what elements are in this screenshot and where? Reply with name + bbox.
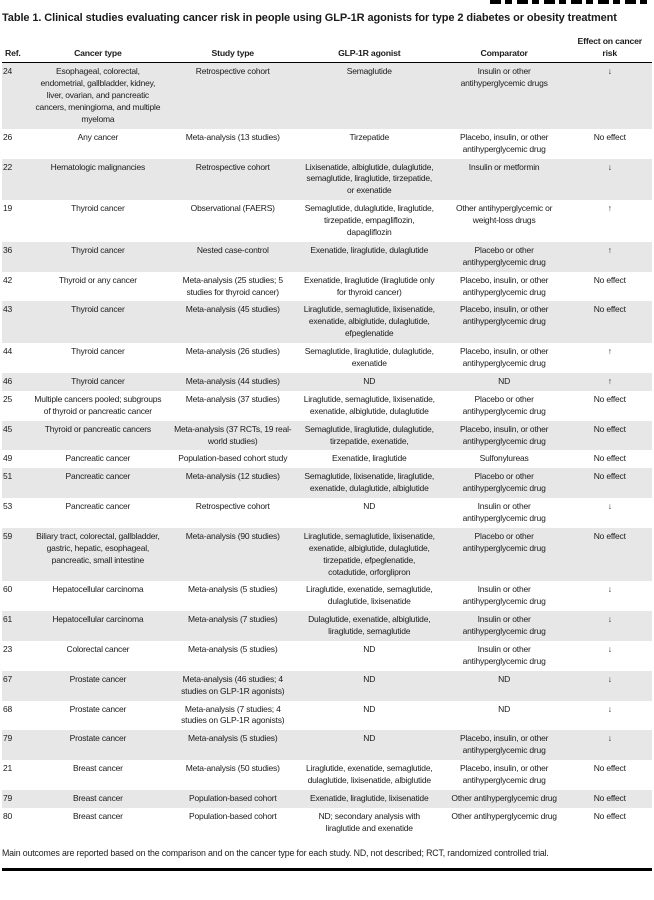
table-footnote: Main outcomes are reported based on the comparison and on the cancer type for each study. ND, not described; RCT, randomized controlled trial. [2, 847, 549, 858]
cancer-type-cell: Multiple cancers pooled; subgroups of thyroid or pancreatic cancer [34, 393, 162, 416]
ref-cell: 53 [3, 501, 13, 512]
study-type-cell: Nested case-control [196, 244, 269, 255]
header-cancer-type: Cancer type [28, 33, 168, 63]
effect-cell: ↓ [607, 673, 612, 684]
cancer-type-cell: Thyroid cancer [71, 304, 125, 315]
cancer-type-cell: Biliary tract, colorectal, gallbladder, gastric, hepatic, esophageal, pancreatic, small intestine [36, 530, 160, 565]
study-type-cell: Meta-analysis (7 studies) [188, 614, 278, 625]
study-type-cell: Meta-analysis (50 studies) [185, 763, 280, 774]
glp1r-agonist-cell: Semaglutide [346, 66, 392, 77]
cropped-masthead-fragment [490, 0, 650, 4]
ref-cell: 59 [3, 530, 13, 541]
study-type-cell: Meta-analysis (7 studies; 4 studies on GLP-1R agonists) [181, 703, 285, 726]
table-row [2, 129, 652, 159]
glp1r-agonist-cell: Exenatide, liraglutide (liraglutide only for thyroid cancer) [304, 274, 435, 297]
study-type-cell: Meta-analysis (37 RCTs, 19 real-world studies) [174, 423, 292, 446]
study-type-cell: Population-based cohort study [178, 453, 288, 464]
cancer-type-cell: Hematologic malignancies [50, 161, 146, 172]
cancer-type-cell: Pancreatic cancer [65, 453, 131, 464]
cancer-type-cell: Breast cancer [72, 792, 123, 803]
cancer-type-cell: Pancreatic cancer [65, 501, 131, 512]
table-row [2, 641, 652, 671]
study-type-cell: Observational (FAERS) [190, 203, 275, 214]
table-row [2, 200, 652, 242]
table-row [2, 242, 652, 272]
ref-cell: 19 [3, 203, 13, 214]
study-type-cell: Meta-analysis (90 studies) [185, 530, 280, 541]
effect-cell: ↑ [607, 375, 612, 386]
table-header [2, 33, 652, 63]
study-type-cell: Meta-analysis (37 studies) [185, 393, 280, 404]
ref-cell: 80 [3, 810, 13, 821]
comparator-cell: ND [498, 703, 511, 714]
table-row [2, 391, 652, 421]
header-ref: Ref. [2, 33, 28, 63]
glp1r-agonist-cell: Liraglutide, exenatide, semaglutide, dulaglutide, lixisenatide, albiglutide [305, 763, 433, 785]
comparator-cell: Insulin or other antihyperglycemic drug [462, 584, 546, 607]
comparator-cell: Other antihyperglycemic drug [451, 792, 557, 803]
comparator-cell: Insulin or other antihyperglycemic drugs [460, 66, 548, 89]
effect-cell: No effect [593, 423, 626, 434]
study-type-cell: Retrospective cohort [195, 161, 270, 172]
ref-cell: 22 [3, 161, 13, 172]
comparator-cell: Placebo, insulin, or other antihyperglycemic drug [459, 304, 549, 327]
table-row [2, 343, 652, 373]
ref-cell: 24 [3, 66, 13, 77]
comparator-cell: Insulin or metformin [468, 161, 540, 172]
study-type-cell: Meta-analysis (45 studies) [185, 304, 280, 315]
effect-cell: No effect [593, 131, 626, 142]
ref-cell: 46 [3, 375, 13, 386]
ref-cell: 26 [3, 131, 13, 142]
cancer-type-cell: Thyroid cancer [71, 375, 125, 386]
ref-cell: 61 [3, 614, 13, 625]
ref-cell: 79 [3, 792, 13, 803]
table-row [2, 581, 652, 611]
cancer-type-cell: Any cancer [77, 131, 119, 142]
table-row [2, 272, 652, 302]
table-row [2, 63, 652, 129]
comparator-cell: ND [498, 673, 511, 684]
study-type-cell: Meta-analysis (5 studies) [188, 643, 278, 654]
glp1r-agonist-cell: ND [363, 733, 376, 744]
glp1r-agonist-cell: Exenatide, liraglutide, lixisenatide [310, 792, 429, 803]
effect-cell: ↑ [607, 346, 612, 357]
effect-cell: No effect [593, 304, 626, 315]
table-row [2, 611, 652, 641]
effect-cell: ↓ [607, 614, 612, 625]
clinical-studies-table [2, 33, 652, 838]
glp1r-agonist-cell: ND [363, 703, 376, 714]
ref-cell: 51 [3, 471, 13, 482]
comparator-cell: Placebo, insulin, or other antihyperglycemic drug [459, 763, 549, 785]
ref-cell: 25 [3, 393, 13, 404]
ref-cell: 36 [3, 244, 13, 255]
effect-cell: ↓ [607, 161, 612, 172]
table-row [2, 528, 652, 582]
effect-cell: No effect [593, 792, 626, 803]
table-row [2, 730, 652, 760]
ref-cell: 21 [3, 763, 13, 774]
cancer-type-cell: Colorectal cancer [66, 643, 130, 654]
comparator-cell: Other antihyperglycemic drug [451, 810, 557, 821]
study-type-cell: Meta-analysis (5 studies) [188, 584, 278, 595]
study-type-cell: Meta-analysis (26 studies) [185, 346, 280, 357]
table-row [2, 808, 652, 838]
study-type-cell: Meta-analysis (25 studies; 5 studies for thyroid cancer) [182, 274, 283, 297]
glp1r-agonist-cell: Exenatide, liraglutide, dulaglutide [310, 244, 429, 255]
ref-cell: 79 [3, 733, 13, 744]
glp1r-agonist-cell: Dulaglutide, exenatide, albiglutide, liraglutide, semaglutide [308, 614, 431, 637]
ref-cell: 68 [3, 703, 13, 714]
effect-cell: ↓ [607, 733, 612, 744]
glp1r-agonist-cell: Semaglutide, liraglutide, dulaglutide, tirzepatide, exenatide, [304, 423, 434, 446]
glp1r-agonist-cell: ND [363, 673, 376, 684]
ref-cell: 42 [3, 274, 13, 285]
glp1r-agonist-cell: Liraglutide, semaglutide, lixisenatide, exenatide, albiglutide, dulaglutide, tirzepatide, efpeglenatide, cotadutide, orforglipron [303, 530, 435, 577]
header-comparator: Comparator [441, 33, 568, 63]
cancer-type-cell: Thyroid cancer [71, 244, 125, 255]
comparator-cell: Placebo, insulin, or other antihyperglycemic drug [459, 131, 549, 154]
cancer-type-cell: Pancreatic cancer [65, 471, 131, 482]
glp1r-agonist-cell: ND; secondary analysis with liraglutide and exenatide [318, 810, 420, 833]
table-title: Table 1. Clinical studies evaluating cancer risk in people using GLP-1R agonists for type 2 diabetes or obesity treatment [2, 12, 617, 24]
study-type-cell: Population-based cohort [188, 792, 277, 803]
effect-cell: No effect [593, 471, 626, 482]
cancer-type-cell: Thyroid or any cancer [58, 274, 137, 285]
effect-cell: ↓ [607, 66, 612, 77]
ref-cell: 43 [3, 304, 13, 315]
ref-cell: 60 [3, 584, 13, 595]
comparator-cell: Sulfonylureas [479, 453, 529, 464]
glp1r-agonist-cell: Tirzepatide [349, 131, 390, 142]
comparator-cell: ND [498, 375, 511, 386]
study-type-cell: Meta-analysis (46 studies; 4 studies on GLP-1R agonists) [181, 673, 285, 696]
glp1r-agonist-cell: Exenatide, liraglutide [331, 453, 407, 464]
ref-cell: 23 [3, 643, 13, 654]
comparator-cell: Placebo or other antihyperglycemic drug [462, 471, 546, 494]
comparator-cell: Placebo, insulin, or other antihyperglycemic drug [459, 733, 549, 756]
effect-cell: No effect [593, 810, 626, 821]
table-row [2, 468, 652, 498]
cancer-type-cell: Breast cancer [72, 763, 123, 774]
ref-cell: 49 [3, 453, 13, 464]
effect-cell: ↑ [607, 203, 612, 214]
comparator-cell: Insulin or other antihyperglycemic drug [462, 643, 546, 666]
comparator-cell: Placebo or other antihyperglycemic drug [462, 244, 546, 267]
effect-cell: ↓ [607, 501, 612, 512]
study-type-cell: Meta-analysis (13 studies) [185, 131, 280, 142]
comparator-cell: Placebo, insulin, or other antihyperglycemic drug [459, 274, 549, 297]
effect-cell: ↓ [607, 584, 612, 595]
effect-cell: No effect [593, 530, 626, 541]
cancer-type-cell: Prostate cancer [69, 733, 127, 744]
ref-cell: 45 [3, 423, 13, 434]
study-type-cell: Meta-analysis (12 studies) [185, 471, 280, 482]
effect-cell: No effect [593, 393, 626, 404]
cancer-type-cell: Prostate cancer [69, 673, 127, 684]
glp1r-agonist-cell: ND [363, 643, 376, 654]
table-row [2, 301, 652, 343]
glp1r-agonist-cell: Liraglutide, semaglutide, lixisenatide, exenatide, albiglutide, dulaglutide, efpeglenatide [303, 304, 435, 339]
table-row [2, 671, 652, 701]
glp1r-agonist-cell: ND [363, 501, 376, 512]
table-row [2, 701, 652, 731]
comparator-cell: Placebo, insulin, or other antihyperglycemic drug [459, 423, 549, 446]
cancer-type-cell: Esophageal, colorectal, endometrial, gallbladder, kidney, liver, ovarian, and pancreatic cancers, meningioma, and multiple myeloma [35, 66, 161, 124]
ref-cell: 44 [3, 346, 13, 357]
effect-cell: ↓ [607, 643, 612, 654]
table-body [2, 63, 652, 838]
bottom-rule [2, 868, 652, 871]
glp1r-agonist-cell: Semaglutide, dulaglutide, liraglutide, tirzepatide, empagliflozin, dapagliflozin [304, 203, 434, 238]
comparator-cell: Placebo or other antihyperglycemic drug [462, 530, 546, 553]
glp1r-agonist-cell: Semaglutide, lixisenatide, liraglutide, exenatide, dulaglutide, albiglutide [304, 471, 435, 494]
glp1r-agonist-cell: ND [363, 375, 376, 386]
table-row [2, 450, 652, 468]
cancer-type-cell: Thyroid or pancreatic cancers [44, 423, 151, 434]
header-study-type: Study type [168, 33, 298, 63]
table-row [2, 760, 652, 790]
table-row [2, 373, 652, 391]
comparator-cell: Placebo, insulin, or other antihyperglycemic drug [459, 346, 549, 369]
glp1r-agonist-cell: Semaglutide, liraglutide, dulaglutide, exenatide [304, 346, 434, 369]
glp1r-agonist-cell: Lixisenatide, albiglutide, dulaglutide, semaglutide, liraglutide, tirzepatide, or exenatide [305, 161, 434, 196]
glp1r-agonist-cell: Liraglutide, exenatide, semaglutide, dulaglutide, lixisenatide [305, 584, 433, 607]
comparator-cell: Placebo or other antihyperglycemic drug [462, 393, 546, 416]
cancer-type-cell: Hepatocellular carcinoma [52, 584, 144, 595]
table-row [2, 421, 652, 451]
comparator-cell: Insulin or other antihyperglycemic drug [462, 501, 546, 523]
study-type-cell: Meta-analysis (5 studies) [188, 733, 278, 744]
study-type-cell: Meta-analysis (44 studies) [185, 375, 280, 386]
cancer-type-cell: Breast cancer [72, 810, 123, 821]
comparator-cell: Other antihyperglycemic or weight-loss drugs [455, 203, 553, 226]
comparator-cell: Insulin or other antihyperglycemic drug [462, 614, 546, 637]
ref-cell: 67 [3, 673, 13, 684]
table-header-row [2, 33, 652, 63]
study-type-cell: Retrospective cohort [195, 66, 270, 77]
table-row [2, 159, 652, 201]
effect-cell: ↓ [607, 703, 612, 714]
table-row [2, 790, 652, 808]
effect-cell: No effect [593, 453, 626, 464]
effect-cell: ↑ [607, 244, 612, 255]
effect-cell: No effect [593, 274, 626, 285]
effect-cell: No effect [593, 763, 626, 774]
study-type-cell: Population-based cohort [188, 810, 277, 821]
header-glp1r-agonist: GLP-1R agonist [298, 33, 441, 63]
cancer-type-cell: Thyroid cancer [71, 203, 125, 214]
cancer-type-cell: Prostate cancer [69, 703, 127, 714]
glp1r-agonist-cell: Liraglutide, semaglutide, lixisenatide, exenatide, albiglutide, dulaglutide [303, 393, 435, 416]
study-type-cell: Retrospective cohort [195, 501, 270, 512]
cancer-type-cell: Thyroid cancer [71, 346, 125, 357]
table-row [2, 498, 652, 528]
cancer-type-cell: Hepatocellular carcinoma [52, 614, 144, 625]
header-effect: Effect on cancer risk [568, 33, 653, 63]
